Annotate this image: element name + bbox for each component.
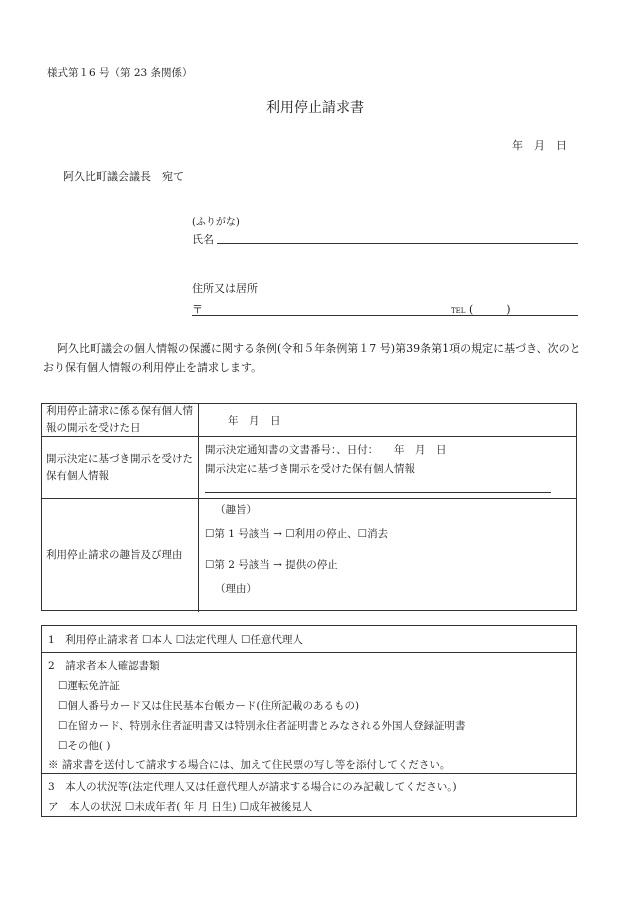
mail-request-note: ※ 請求書を送付して請求する場合には、加えて住民票の写し等を添付してください。	[48, 759, 451, 771]
furigana-label: (ふりがな)	[192, 217, 240, 228]
disclosure-date-label: 利用停止請求に係る保有個人情報の開示を受けた日	[42, 404, 199, 436]
disclosure-date-cell[interactable]	[199, 404, 576, 436]
principal-status-title: 3 本人の状況等(法定代理人又は任意代理人が請求する場合にのみ記載してください。)	[48, 781, 457, 793]
requester-type-options[interactable]: 1 利用停止請求者 ☐本人 ☐法定代理人 ☐任意代理人	[48, 634, 303, 646]
id-doc-other[interactable]: ☐その他( )	[58, 740, 111, 752]
reason-heading: （理由）	[215, 583, 257, 595]
disclosed-info-label: 開示決定に基づき開示を受けた保有個人情報	[42, 437, 199, 498]
disclosed-info-field-line[interactable]	[205, 492, 551, 493]
option-article1-checkbox[interactable]: ☐第 1 号該当 → ☐利用の停止、☐消去	[205, 528, 389, 540]
principal-status-section	[42, 774, 576, 818]
purpose-reason-label: 利用停止請求の趣旨及び理由	[42, 499, 199, 612]
document-title: 利用停止請求書	[266, 100, 364, 116]
name-label: 氏名	[192, 233, 214, 246]
requester-info-table	[41, 625, 577, 817]
intro-paragraph: 阿久比町議会の個人情報の保護に関する条例(令和５年条例第１7 号)第39条第1項の規定に基づき、次のとおり保有個人情報の利用停止を請求します。	[43, 342, 581, 374]
addressee: 阿久比町議会議長 宛て	[63, 170, 184, 183]
principal-status-options[interactable]: ア 本人の状況 ☐未成年者( 年 月 日生) ☐成年被後見人	[48, 801, 313, 813]
form-number: 様式第１6 号（第 23 条関係）	[47, 67, 193, 79]
request-details-table	[41, 403, 577, 611]
option-article2-checkbox[interactable]: ☐第 2 号該当 → 提供の停止	[205, 559, 338, 571]
purpose-reason-row	[42, 499, 576, 612]
disclosed-info-cell[interactable]	[199, 437, 576, 498]
purpose-heading: （趣旨）	[215, 504, 257, 516]
request-date: 年 月 日	[512, 139, 567, 152]
name-field-line[interactable]	[217, 243, 578, 244]
requester-type-section	[42, 626, 576, 653]
disclosed-info-row	[42, 437, 576, 499]
id-doc-my-number-card[interactable]: ☐個人番号カード又は住民基本台帳カード(住所記載のあるもの)	[58, 700, 360, 712]
id-documents-section	[42, 653, 576, 774]
purpose-reason-cell	[199, 499, 576, 612]
notice-number-line: 開示決定通知書の文書番号：、日付： 年 月 日	[205, 444, 447, 456]
tel-prefix: TEL	[451, 307, 466, 315]
id-doc-drivers-license[interactable]: ☐運転免許証	[58, 680, 120, 692]
disclosed-info-text: 開示決定に基づき開示を受けた保有個人情報	[205, 463, 415, 475]
postal-mark: 〒	[192, 303, 203, 316]
address-label: 住所又は居所	[192, 282, 258, 295]
disclosure-date-value: 年 月 日	[228, 415, 281, 427]
id-documents-title: 2 請求者本人確認書類	[48, 660, 160, 672]
disclosure-date-row	[42, 404, 576, 437]
tel-parens: ( )	[468, 303, 511, 316]
address-field-line[interactable]	[192, 315, 578, 316]
id-doc-residence-card[interactable]: ☐在留カード、特別永住者証明書又は特別永住者証明書とみなされる外国人登録証明書	[58, 720, 466, 732]
